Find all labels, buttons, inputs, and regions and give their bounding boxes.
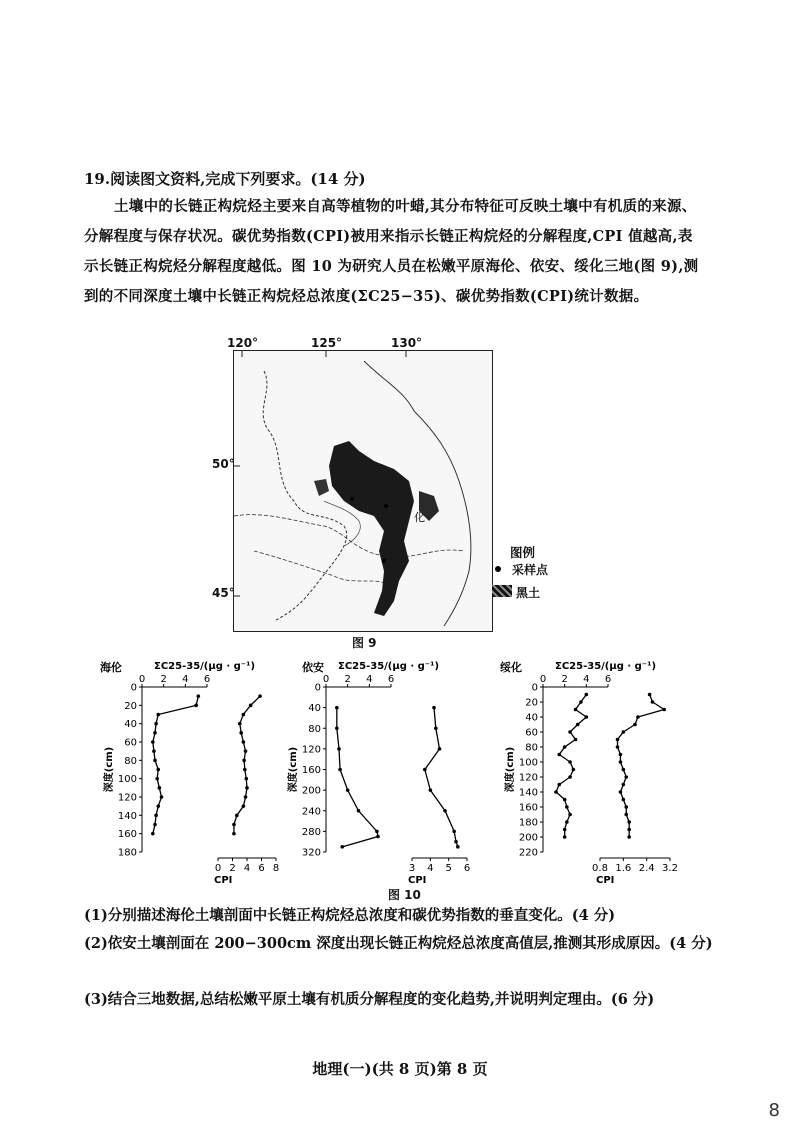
cpi-tick-label: 3 xyxy=(408,863,416,874)
conc-point xyxy=(563,745,567,749)
depth-tick-label: 20 xyxy=(124,700,137,712)
conc-point xyxy=(153,759,157,763)
depth-tick-label: 80 xyxy=(308,723,321,735)
depth-tick-label: 240 xyxy=(301,806,321,818)
conc-point xyxy=(337,747,341,751)
conc-point xyxy=(576,723,580,727)
cpi-point xyxy=(648,693,652,697)
chart-title: 依安 xyxy=(302,661,324,674)
chart-hailun xyxy=(100,660,279,885)
cpi-point xyxy=(258,694,262,698)
cpi-point xyxy=(616,738,620,742)
cpi-tick-label: 2 xyxy=(229,863,236,874)
depth-tick-label: 80 xyxy=(525,742,538,754)
conc-point xyxy=(568,760,572,764)
cpi-point xyxy=(622,730,626,734)
cpi-tick-label: 1.6 xyxy=(615,863,632,874)
black-soil-region xyxy=(329,441,414,616)
cpi-axis-label: CPI xyxy=(596,875,615,885)
subquestion-2: (2)依安土壤剖面在 200−300cm 深度出现长链正构烷烃总浓度高值层,推测其形成原因。(4 分) xyxy=(84,935,713,952)
cpi-point xyxy=(622,798,626,802)
cpi-point xyxy=(624,805,628,809)
depth-tick-label: 280 xyxy=(301,826,321,838)
cpi-point xyxy=(662,708,666,712)
cpi-series-line xyxy=(618,695,665,838)
cpi-point xyxy=(235,814,239,818)
cpi-tick-label: 3.2 xyxy=(662,863,678,874)
conc-point xyxy=(568,775,572,779)
conc-point xyxy=(153,823,157,827)
cpi-point xyxy=(423,768,427,772)
cpi-point xyxy=(443,809,447,813)
depth-tick-label: 60 xyxy=(525,727,538,739)
cpi-point xyxy=(627,828,631,832)
conc-point xyxy=(585,693,589,697)
cpi-axis-label: CPI xyxy=(408,875,427,885)
cpi-tick-label: 4 xyxy=(427,863,434,874)
cpi-point xyxy=(244,749,248,753)
conc-point xyxy=(563,828,567,832)
depth-tick-label: 40 xyxy=(124,719,137,731)
depth-tick-label: 80 xyxy=(124,755,137,767)
cpi-point xyxy=(243,768,247,772)
conc-point xyxy=(565,820,569,824)
depth-tick-label: 140 xyxy=(518,787,538,799)
legend-sample-label: 采样点 xyxy=(512,563,549,577)
conc-point xyxy=(155,777,159,781)
conc-point xyxy=(340,845,344,849)
cpi-point xyxy=(432,706,436,710)
conc-axis-label: ΣC25-35/(μg · g⁻¹) xyxy=(154,661,256,672)
cpi-tick-label: 8 xyxy=(272,863,280,874)
cpi-tick-label: 4 xyxy=(243,863,251,874)
conc-tick-label: 0 xyxy=(539,674,547,685)
lat-label-45: 45° xyxy=(212,586,235,600)
depth-tick-label: 20 xyxy=(525,697,538,709)
conc-tick-label: 4 xyxy=(583,674,590,685)
conc-point xyxy=(376,835,380,839)
conc-point xyxy=(563,835,567,839)
conc-point xyxy=(154,722,158,726)
conc-point xyxy=(153,731,157,735)
cpi-point xyxy=(452,830,456,834)
cpi-point xyxy=(619,760,623,764)
cpi-point xyxy=(622,783,626,787)
sample-point-yian xyxy=(350,497,354,501)
cpi-point xyxy=(627,820,631,824)
conc-point xyxy=(151,832,155,836)
cpi-tick-label: 0 xyxy=(214,863,222,874)
cpi-point xyxy=(244,795,248,799)
cpi-point xyxy=(454,840,458,844)
depth-tick-label: 200 xyxy=(518,832,538,844)
legend-soil-swatch-icon xyxy=(492,585,512,597)
conc-point xyxy=(335,706,339,710)
conc-tick-label: 0 xyxy=(138,674,146,685)
conc-point xyxy=(357,809,361,813)
conc-axis-label: ΣC25-35/(μg · g⁻¹) xyxy=(555,661,657,672)
conc-point xyxy=(565,805,569,809)
chart-title: 海伦 xyxy=(100,661,122,674)
conc-tick-label: 6 xyxy=(387,674,395,685)
lon-label-120: 120° xyxy=(227,336,259,350)
chart-suihua xyxy=(500,660,678,885)
conc-tick-label: 2 xyxy=(344,674,351,685)
conc-point xyxy=(568,730,572,734)
depth-tick-label: 200 xyxy=(301,785,321,797)
conc-point xyxy=(197,694,201,698)
cpi-point xyxy=(624,775,628,779)
cpi-point xyxy=(616,745,620,749)
cpi-point xyxy=(238,722,242,726)
cpi-point xyxy=(242,759,246,763)
cpi-point xyxy=(456,845,460,849)
depth-tick-label: 0 xyxy=(314,682,321,694)
cpi-point xyxy=(242,804,246,808)
depth-tick-label: 140 xyxy=(117,810,137,822)
conc-point xyxy=(151,740,155,744)
cpi-point xyxy=(239,731,243,735)
conc-point xyxy=(568,813,572,817)
cpi-point xyxy=(636,715,640,719)
cpi-point xyxy=(242,740,246,744)
legend-soil-label: 黑土 xyxy=(516,586,541,600)
depth-tick-label: 320 xyxy=(301,847,321,859)
depth-tick-label: 160 xyxy=(518,802,538,814)
cpi-point xyxy=(651,700,655,704)
cpi-point xyxy=(619,753,623,757)
conc-axis-label: ΣC25-35/(μg · g⁻¹) xyxy=(338,661,440,672)
cpi-tick-label: 6 xyxy=(463,863,471,874)
conc-point xyxy=(346,788,350,792)
conc-point xyxy=(156,768,160,772)
cpi-point xyxy=(622,768,626,772)
page-number: 8 xyxy=(768,1100,780,1121)
legend-title: 图例 xyxy=(510,545,536,560)
lon-label-125: 125° xyxy=(311,336,343,350)
conc-point xyxy=(152,749,156,753)
sample-point-suihua xyxy=(382,559,386,563)
conc-point xyxy=(572,768,576,772)
page-footer: 地理(一)(共 8 页)第 8 页 xyxy=(312,1060,488,1078)
conc-tick-label: 0 xyxy=(322,674,330,685)
depth-tick-label: 120 xyxy=(301,744,321,756)
question-paragraph: 土壤中的长链正构烷烃主要来自高等植物的叶蜡,其分布特征可反映土壤中有机质的来源、分解程度与保存状况。碳优势指数(CPI)被用来指示长链正构烷烃的分解程度,CPI 值越高,表示长链正构烷烃分解程度越低。图 10 为研究人员在松嫩平原海伦、依安、绥化三地(图 9),测到的不同深度土壤中长链正构烷烃总浓度(ΣC25−35)、碳优势指数(CPI)统计数据。 xyxy=(84,198,699,305)
depth-axis-label: 深度(cm) xyxy=(505,746,516,793)
question-header: 19.阅读图文资料,完成下列要求。(14 分) xyxy=(84,170,366,188)
conc-point xyxy=(375,830,379,834)
cpi-tick-label: 6 xyxy=(258,863,265,874)
depth-axis-label: 深度(cm) xyxy=(288,746,299,793)
cpi-point xyxy=(619,790,623,794)
depth-tick-label: 180 xyxy=(518,817,538,829)
cpi-tick-label: 0.8 xyxy=(592,863,608,874)
depth-tick-label: 100 xyxy=(117,774,137,786)
depth-tick-label: 40 xyxy=(525,712,538,724)
depth-tick-label: 160 xyxy=(117,829,137,841)
conc-point xyxy=(574,708,578,712)
legend-dot-icon xyxy=(495,566,501,572)
conc-point xyxy=(554,790,558,794)
conc-point xyxy=(194,704,198,708)
conc-point xyxy=(158,786,162,790)
figure10-charts xyxy=(0,655,800,885)
depth-tick-label: 100 xyxy=(518,757,538,769)
conc-series-line xyxy=(153,696,199,834)
cpi-point xyxy=(244,777,248,781)
conc-point xyxy=(156,713,160,717)
conc-point xyxy=(160,795,164,799)
conc-point xyxy=(335,726,339,730)
chart-title: 绥化 xyxy=(500,661,522,674)
sample-point-hailun xyxy=(384,504,388,508)
cpi-axis-label: CPI xyxy=(214,875,233,885)
conc-point xyxy=(579,700,583,704)
depth-tick-label: 160 xyxy=(301,765,321,776)
depth-tick-label: 120 xyxy=(117,792,137,804)
map-drawing xyxy=(234,351,492,631)
depth-tick-label: 0 xyxy=(130,682,137,694)
conc-point xyxy=(574,738,578,742)
cpi-point xyxy=(434,726,438,730)
depth-axis-label: 深度(cm) xyxy=(104,746,115,793)
conc-tick-label: 4 xyxy=(366,674,373,685)
conc-point xyxy=(154,814,158,818)
cpi-point xyxy=(624,813,628,817)
conc-tick-label: 4 xyxy=(182,674,189,685)
subquestion-3: (3)结合三地数据,总结松嫩平原土壤有机质分解程度的变化趋势,并说明判定理由。(6 分) xyxy=(84,991,655,1008)
cpi-tick-label: 5 xyxy=(445,863,452,874)
cpi-point xyxy=(232,832,236,836)
conc-tick-label: 2 xyxy=(160,674,167,685)
cpi-point xyxy=(627,835,631,839)
cpi-series-line xyxy=(234,696,260,834)
depth-tick-label: 60 xyxy=(124,737,137,749)
lon-label-130: 130° xyxy=(391,336,423,350)
conc-point xyxy=(338,768,342,772)
map-place-label: 化 xyxy=(414,511,425,524)
conc-point xyxy=(557,753,561,757)
cpi-point xyxy=(232,823,236,827)
conc-point xyxy=(557,783,561,787)
cpi-point xyxy=(242,713,246,717)
conc-point xyxy=(585,715,589,719)
chart-yian xyxy=(286,660,470,885)
conc-series-line xyxy=(337,708,378,847)
conc-tick-label: 6 xyxy=(203,674,211,685)
cpi-series-line xyxy=(425,708,458,847)
depth-tick-label: 120 xyxy=(518,772,538,784)
cpi-point xyxy=(245,786,249,790)
figure10-caption: 图 10 xyxy=(388,888,421,902)
map-figure-9 xyxy=(233,350,493,632)
cpi-point xyxy=(633,723,637,727)
depth-tick-label: 0 xyxy=(531,682,538,694)
cpi-point xyxy=(249,704,253,708)
subquestion-1: (1)分别描述海伦土壤剖面中长链正构烷烃总浓度和碳优势指数的垂直变化。(4 分) xyxy=(84,907,616,924)
conc-point xyxy=(563,798,567,802)
depth-tick-label: 220 xyxy=(518,847,538,859)
conc-tick-label: 2 xyxy=(561,674,568,685)
conc-tick-label: 6 xyxy=(604,674,612,685)
figure9-caption: 图 9 xyxy=(352,636,377,650)
cpi-point xyxy=(438,747,442,751)
depth-tick-label: 40 xyxy=(308,703,321,715)
cpi-tick-label: 2.4 xyxy=(638,863,655,874)
cpi-point xyxy=(429,788,433,792)
conc-point xyxy=(156,804,160,808)
depth-tick-label: 180 xyxy=(117,847,137,859)
lat-label-50: 50° xyxy=(212,457,235,471)
